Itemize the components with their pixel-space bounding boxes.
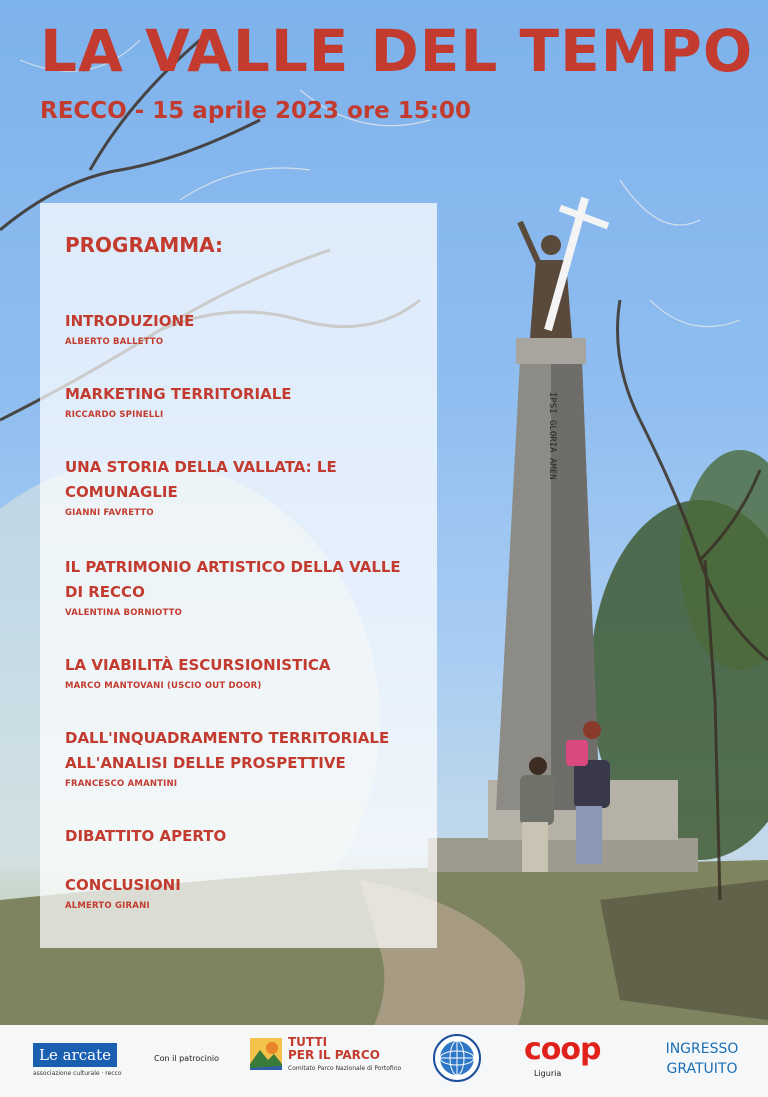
program-heading: PROGRAMMA: bbox=[65, 233, 224, 257]
inscription-line: IPSI bbox=[547, 392, 557, 414]
program-item-title: LA VIABILITÀ ESCURSIONISTICA bbox=[65, 656, 331, 674]
le-arcate-wordmark: Le arcate bbox=[33, 1043, 117, 1067]
program-item-title: MARKETING TERRITORIALE bbox=[65, 385, 292, 403]
program-item-patrimonio bbox=[65, 555, 405, 618]
free-entry-label bbox=[654, 1039, 750, 1079]
program-item-title-cont: ALL'ANALISI DELLE PROSPETTIVE bbox=[65, 754, 346, 772]
event-date-subtitle: RECCO - 15 aprile 2023 ore 15:00 bbox=[40, 98, 471, 124]
program-item-storia-vallata bbox=[65, 455, 405, 518]
free-entry-line: GRATUITO bbox=[666, 1061, 738, 1077]
program-item-conclusioni bbox=[65, 873, 405, 911]
program-item-inquadramento bbox=[65, 726, 405, 789]
program-item-title: INTRODUZIONE bbox=[65, 312, 195, 330]
poster-title: LA VALLE DEL TEMPO bbox=[40, 17, 754, 85]
program-item-speaker: ALBERTO BALLETTO bbox=[65, 337, 164, 347]
globe-icon bbox=[433, 1034, 481, 1082]
free-entry-line: INGRESSO bbox=[665, 1041, 739, 1057]
coop-logo bbox=[524, 1032, 614, 1079]
parco-title-line: TUTTI bbox=[288, 1035, 328, 1049]
coop-region: Liguria bbox=[534, 1069, 562, 1078]
program-item-title: DIBATTITO APERTO bbox=[65, 827, 227, 845]
program-item-speaker: ALMERTO GIRANI bbox=[65, 901, 150, 911]
program-item-speaker: GIANNI FAVRETTO bbox=[65, 508, 154, 518]
program-item-introduzione bbox=[65, 309, 405, 347]
coop-wordmark: coop bbox=[524, 1032, 601, 1067]
parco-title-line: PER IL PARCO bbox=[288, 1048, 380, 1062]
program-item-title: UNA STORIA DELLA VALLATA: LE bbox=[65, 458, 337, 476]
program-item-title: DALL'INQUADRAMENTO TERRITORIALE bbox=[65, 729, 390, 747]
program-item-title: CONCLUSIONI bbox=[65, 876, 181, 894]
program-item-speaker: MARCO MANTOVANI (USCIO OUT DOOR) bbox=[65, 681, 262, 691]
inscription-line: AMEN bbox=[547, 458, 557, 480]
parco-title bbox=[288, 1036, 398, 1062]
program-item-speaker: VALENTINA BORNIOTTO bbox=[65, 608, 183, 618]
program-item-title-cont: DI RECCO bbox=[65, 583, 145, 601]
le-arcate-logo bbox=[33, 1043, 122, 1083]
program-item-speaker: FRANCESCO AMANTINI bbox=[65, 779, 178, 789]
program-panel bbox=[40, 203, 437, 948]
parco-subtitle: Comitato Parco Nazionale di Portofino bbox=[288, 1065, 402, 1072]
program-item-viabilita bbox=[65, 653, 405, 691]
monument-inscription bbox=[540, 392, 564, 480]
mountain-sun-icon bbox=[250, 1038, 282, 1070]
program-item-dibattito bbox=[65, 824, 405, 849]
tutti-per-il-parco-logo bbox=[250, 1036, 400, 1086]
program-item-marketing bbox=[65, 382, 405, 420]
program-item-speaker: RICCARDO SPINELLI bbox=[65, 410, 164, 420]
le-arcate-subtitle: associazione culturale · recco bbox=[33, 1070, 122, 1077]
inscription-line: GLORIA bbox=[547, 419, 557, 453]
patrocinio-label: Con il patrocinio bbox=[154, 1054, 220, 1063]
program-item-title-cont: COMUNAGLIE bbox=[65, 483, 178, 501]
sponsor-footer bbox=[0, 1025, 768, 1097]
program-item-title: IL PATRIMONIO ARTISTICO DELLA VALLE bbox=[65, 558, 401, 576]
